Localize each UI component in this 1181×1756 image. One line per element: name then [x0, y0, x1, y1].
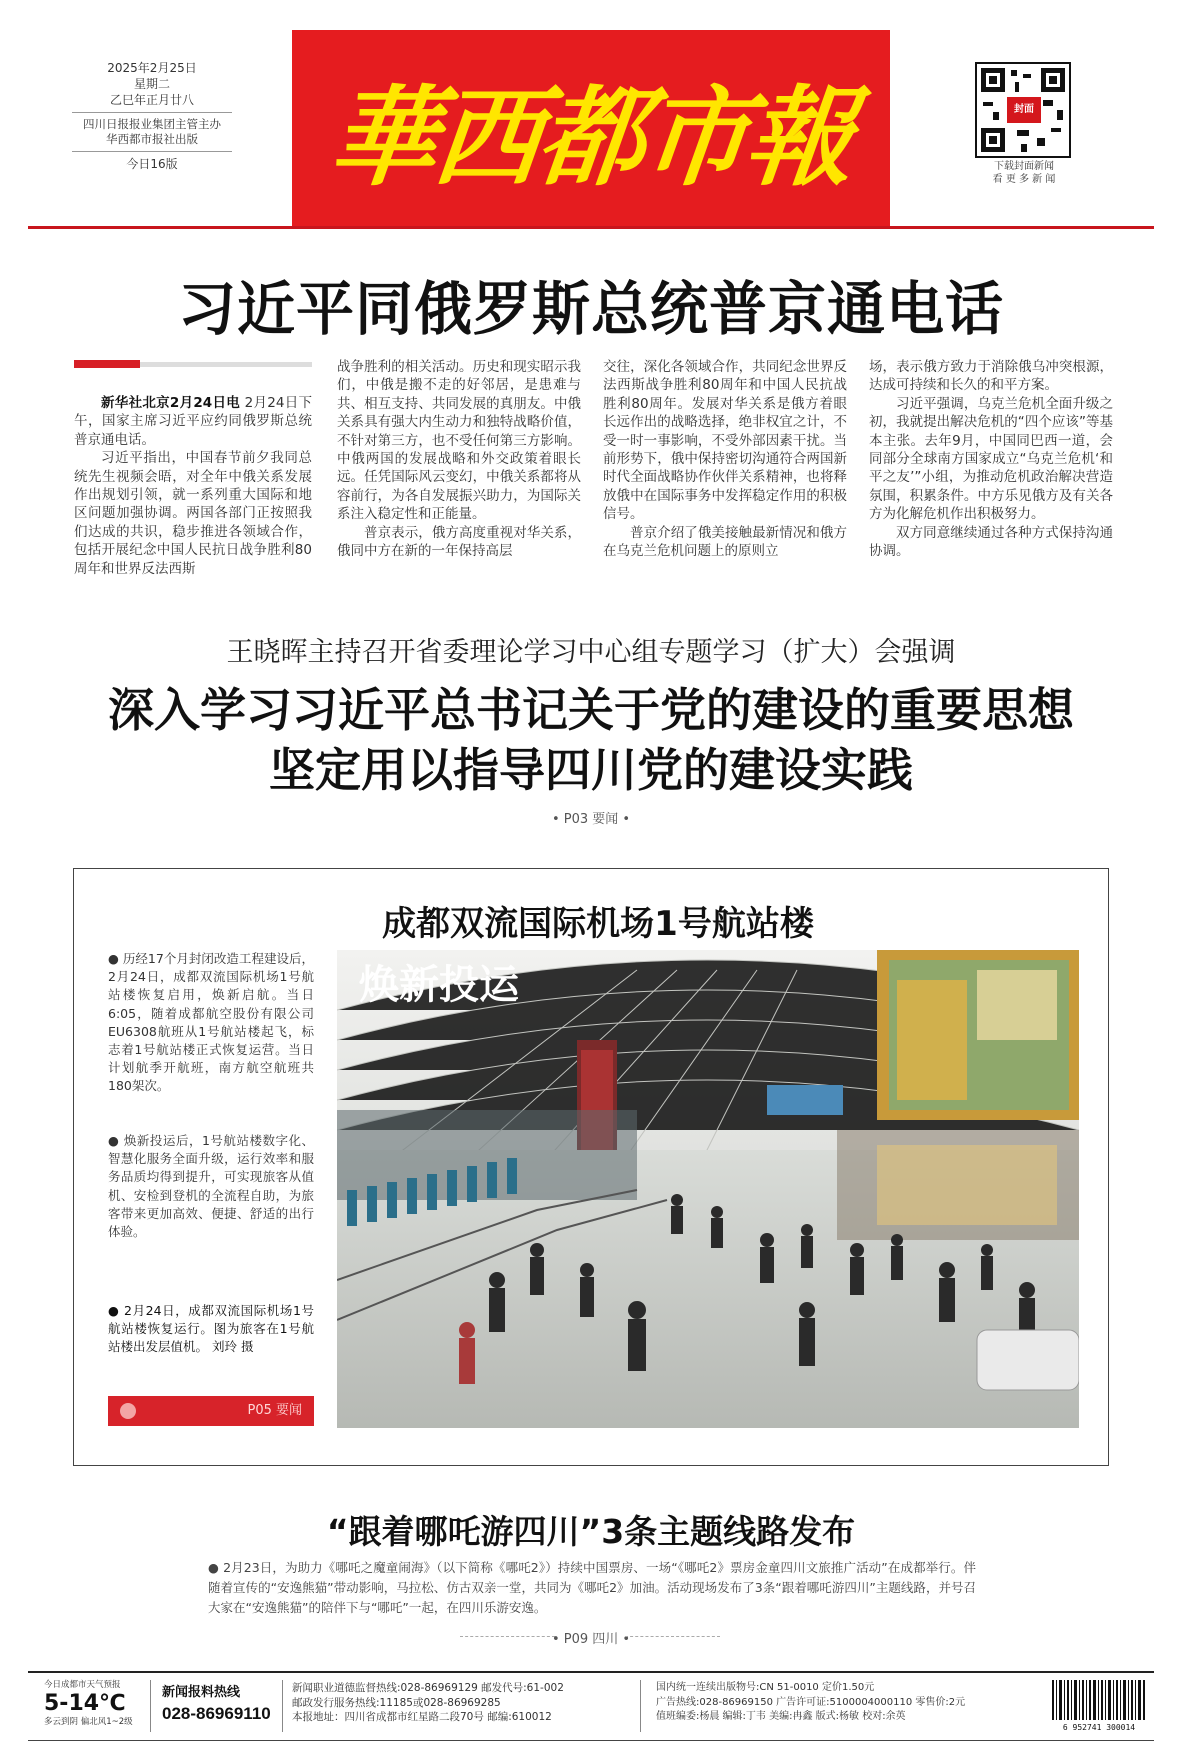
feature-title[interactable]: 成都双流国际机场1号航站楼 — [382, 904, 814, 944]
weather-temp: 5-14℃ — [44, 1691, 126, 1716]
dash-right — [625, 1636, 720, 1637]
header-divider — [28, 226, 1154, 229]
feature-text-1: ● 历经17个月封闭改造工程建设后，2月24日，成都双流国际机场1号航站楼恢复启用，焕新启航。当日6:05，随着成都航空股份有限公司EU6308航班从1号航站楼起飞，标志着1号航站楼正式恢复运营。当日计划航季开航班，南方航空航班共180架次。 — [108, 951, 314, 1094]
hotline-number[interactable]: 028-86969110 — [162, 1704, 271, 1723]
terminal-photo[interactable] — [337, 950, 1079, 1428]
qr-badge: 封面 — [1007, 97, 1041, 123]
footer-divider-2 — [282, 1680, 283, 1732]
story1-column-2: 战争胜利的相关活动。历史和现实昭示我们，中俄是搬不走的好邻居，是患难与共、相互支持、共同发展的真朋友。中俄关系具有强大内生动力和独特战略价值，不针对第三方，也不受任何第三方影响。中俄两国的发展战略和外交政策着眼长远。任凭国际风云变幻，中俄关系都将从容前行，为各自发展振兴助力，为国际关系注入稳定性和正能量。 普京表示，俄方高度重视对华关系，俄同中方在新的一年保持高层 — [337, 359, 581, 560]
masthead-title: 華西都市報 — [323, 74, 857, 201]
story1-column-1: 新华社北京2月24日电 2月24日下午，国家主席习近平应约同俄罗斯总统普京通电话。 习近平指出，中国春节前夕我同总统先生视频会晤，对全年中俄关系发展作出规划引领，就一系列重大国际和地区问题加强协调。两国各部门正按照我们达成的共识，稳步推进各领域合作，包括开展纪念中国人民抗日战争胜利80周年和世界反法西斯 — [74, 395, 312, 577]
issue-lunar-date: 乙巳年正月廿八 — [109, 93, 194, 107]
qr-code-icon[interactable] — [975, 62, 1071, 158]
sponsor-line: 四川日报报业集团主管主办 — [83, 117, 221, 131]
story2-headline-line2[interactable]: 坚定用以指导四川党的建设实践 — [269, 743, 913, 797]
lead-headline[interactable]: 习近平同俄罗斯总统普京通电话 — [177, 275, 1004, 343]
story1-column-3: 交往，深化各领域合作，共同纪念世界反法西斯战争胜利80周年和中国人民抗战胜利80周年。发展对华关系是俄方着眼长远作出的战略选择，绝非权宜之计，不受一时一事影响，不受外部因素干扰。当前形势下，俄中保持密切沟通符合两国新时代全面战略协作伙伴关系精神，也将释放俄中在国际事务中发挥稳定作用的积极信号。 普京介绍了俄美接触最新情况和俄方在乌克兰危机问题上的原则立 — [603, 359, 847, 560]
accent-bar — [74, 360, 140, 368]
footer-divider-3 — [640, 1680, 641, 1732]
footer-divider-1 — [150, 1680, 151, 1732]
terminal-photo-image — [337, 950, 1079, 1428]
story1-column-4: 场，表示俄方致力于消除俄乌冲突根源，达成可持续和长久的和平方案。 习近平强调，乌克兰危机全面升级之初，我就提出解决危机的“四个应该”等基本主张。去年9月，中国同巴西一道，会同部分全球南方国家成立“乌克兰危机‘和平之友’”小组，为推动危机政治解决营造氛围，积累条件。中方乐见俄方及有关各方为化解危机作出积极努力。 双方同意继续通过各种方式保持沟通协调。 — [869, 359, 1113, 560]
story3-text: ● 2月23日，为助力《哪吒之魔童闹海》（以下简称《哪吒2》）持续中国票房、一场“《哪吒2》票房金童四川文旅推广活动”在成都举行。伴随着宣传的“安逸熊猫”带动影响，马拉松、仿古双亲一堂，共同为《哪吒2》加油。活动现场发布了3条“跟着哪吒游四川”主题线路，并号召大家在“安逸熊猫”的陪伴下与“哪吒”一起，在四川乐游安逸。 — [208, 1560, 976, 1615]
story3-page-ref[interactable]: • P09 四川 • — [551, 1632, 631, 1647]
barcode-icon — [1050, 1680, 1148, 1732]
ref-dot-icon — [120, 1403, 136, 1419]
issue-info — [72, 60, 232, 172]
story2-headline-line1[interactable]: 深入学习习近平总书记关于党的建设的重要思想 — [108, 683, 1074, 737]
feature-page-ref[interactable]: P05 要闻 — [108, 1396, 314, 1426]
story2-kicker: 王晓晖主持召开省委理论学习中心组专题学习（扩大）会强调 — [226, 637, 956, 668]
story3-headline[interactable]: “跟着哪吒游四川”3条主题线路发布 — [326, 1512, 856, 1551]
issue-date: 2025年2月25日 — [107, 61, 197, 75]
photo-caption: ● 2月24日，成都双流国际机场1号航站楼恢复运行。图为旅客在1号航站楼出发层值机。 刘玲 摄 — [108, 1303, 314, 1355]
footer-top-rule — [28, 1671, 1154, 1673]
barcode-number: 6 952741 300014 — [1062, 1723, 1136, 1732]
footer-info-right: 国内统一连续出版物号:CN 51-0010 定价1.50元 广告热线:028-86969150 广告许可证:5100004000110 零售价:2元 值班编委:杨晨 编辑:丁韦 美编:冉鑫 版式:杨敏 校对:余英 — [656, 1682, 966, 1722]
page-count: 今日16版 — [126, 157, 178, 171]
feature-text-2: ● 焕新投运后，1号航站楼数字化、智慧化服务全面升级，运行效率和服务品质均得到提升，可实现旅客从值机、安检到登机的全流程自助，为旅客带来更加高效、便捷、舒适的出行体验。 — [108, 1133, 314, 1240]
hotline-label: 新闻报料热线 — [162, 1685, 241, 1700]
footer-info-left: 新闻职业道德监督热线:028-86969129 邮发代号:61-002 邮政发行服务热线:11185或028-86969285 本报地址：四川省成都市红星路二段70号 邮编:610012 — [292, 1682, 564, 1723]
masthead-logo — [292, 30, 890, 226]
footer-bottom-rule — [28, 1740, 1154, 1741]
photo-overlay-title: 焕新投运 — [359, 962, 519, 1008]
dateline: 新华社北京2月24日电 — [101, 395, 241, 411]
hotline-block — [162, 1681, 272, 1724]
issue-weekday: 星期二 — [133, 77, 170, 91]
accent-bar-grey — [140, 362, 312, 367]
story2-page-ref[interactable]: • P03 要闻 • — [551, 812, 631, 827]
qr-caption: 下载封面新闻 看 更 多 新 闻 — [992, 161, 1056, 185]
weather-block: 今日成都市天气预报 5-14℃ 多云到阴 偏北风1~2级 — [44, 1680, 146, 1728]
publisher-line: 华西都市报社出版 — [106, 132, 198, 146]
